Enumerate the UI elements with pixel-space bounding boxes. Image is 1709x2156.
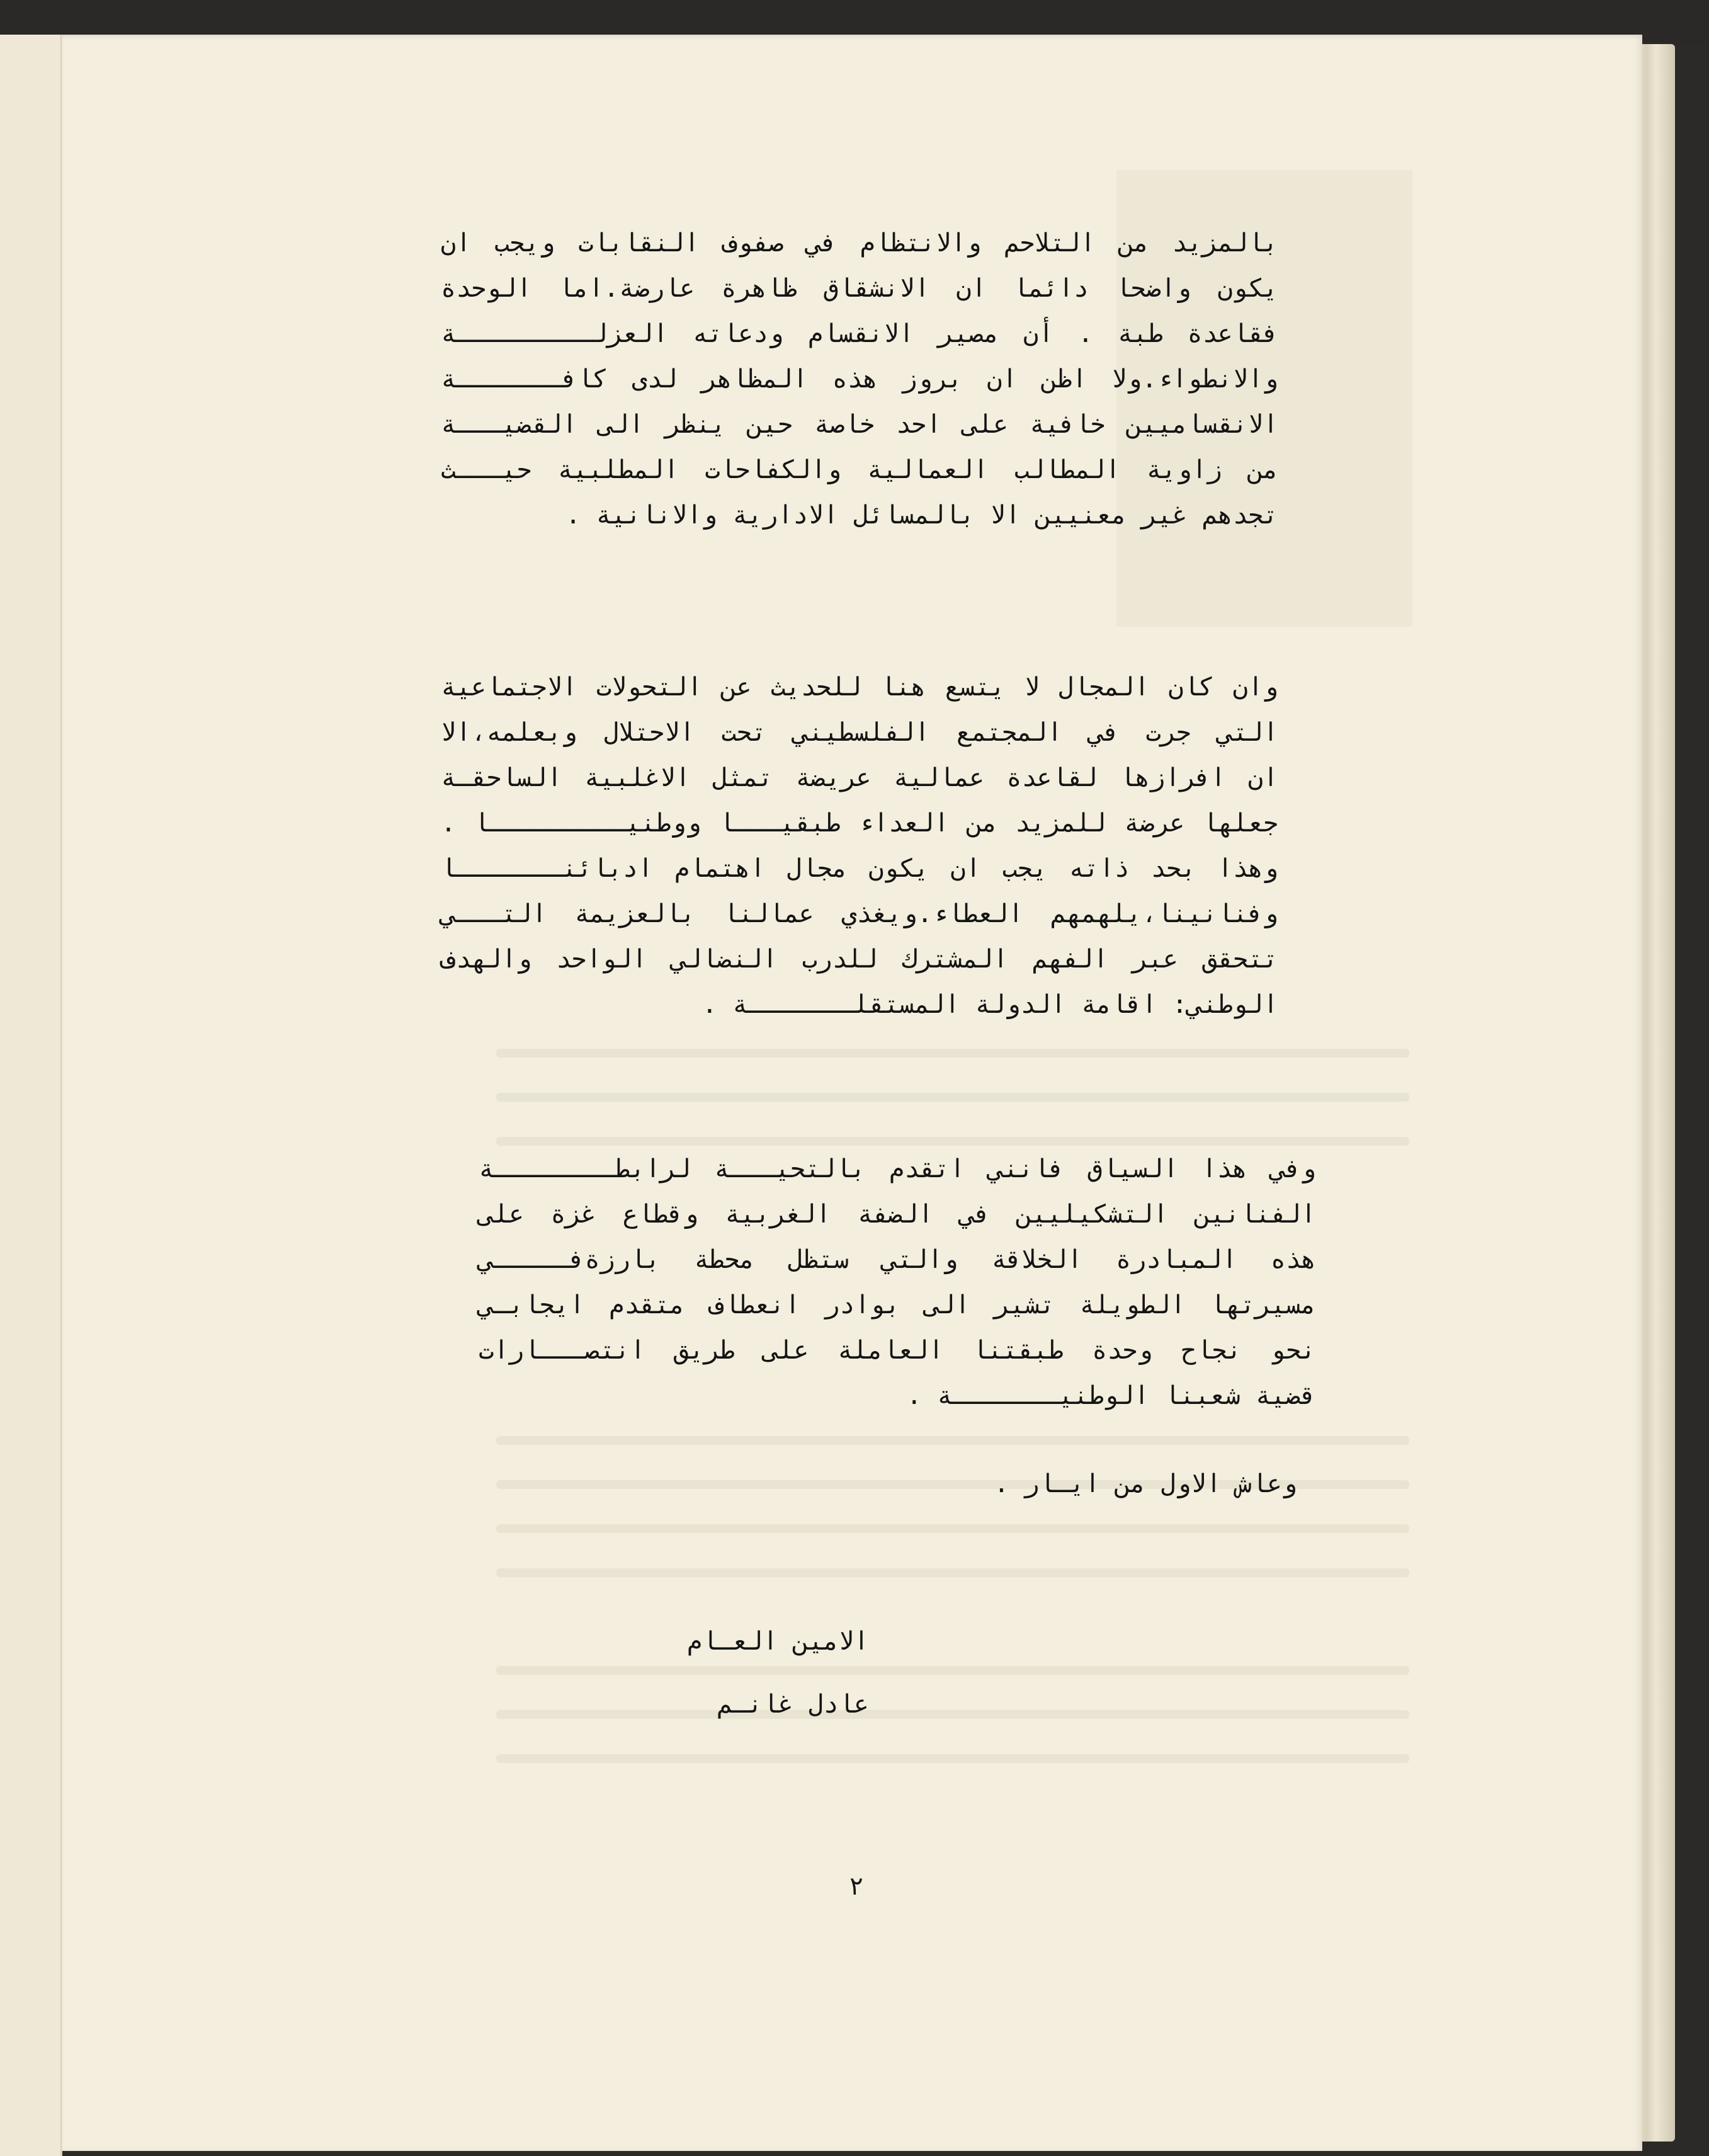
previous-page-edge (0, 35, 62, 2156)
text-line: ان افرازها لقاعدة عمالية عريضة تمثل الاغلبية الساحقـة (441, 763, 1278, 792)
signature-title: الامين العـام (687, 1627, 869, 1656)
bleed-through-line (496, 1049, 1409, 1058)
text-line: يكون واضحا دائما ان الانشقاق ظاهرة عارضة.اما الوحدة (441, 274, 1278, 303)
text-line: وعاش الاول من ايـار . (994, 1469, 1297, 1498)
paragraph-1 (441, 220, 1278, 538)
closing-line (856, 1461, 1297, 1507)
bleed-through-line (496, 1093, 1409, 1102)
paragraph-3 (479, 1146, 1316, 1418)
text-line: مسيرتها الطويلة تشير الى بوادر انعطاف متقدم ايجابـي (479, 1291, 1316, 1320)
text-line: تجدهم غير معنيين الا بالمسائل الادارية والانانية . (565, 501, 1278, 530)
text-line: الفنانين التشكيليين في الضفة الغربية وقطاع غزة على (479, 1200, 1316, 1229)
text-line: وفي هذا السياق فانني اتقدم بالتحيـــة لرابطــــــــة (479, 1155, 1316, 1184)
bleed-through-line (496, 1568, 1409, 1577)
text-line: وفنانينا،يلهمهم العطاء.ويغذي عمالنا بالعزيمة التـــي (441, 899, 1278, 928)
text-line: التي جرت في المجتمع الفلسطيني تحت الاحتلال وبعلمه،الا (441, 718, 1278, 747)
text-line: نحو نجاح وحدة طبقتنا العاملة على طريق انتصـــارات (479, 1336, 1316, 1365)
text-line: هذه المبادرة الخلاقة والتي ستظل محطة بارزةفـــــي (479, 1245, 1316, 1274)
text-line: وهذا بحد ذاته يجب ان يكون مجال اهتمام ادبائنـــــــا (441, 854, 1278, 883)
text-line: جعلها عرضة للمزيد من العداء طبقيـــا ووطنيـــــــــا . (441, 809, 1278, 838)
bleed-through-line (496, 1666, 1409, 1675)
text-line: وان كان المجال لا يتسع هنا للحديث عن التحولات الاجتماعية (441, 673, 1278, 702)
paragraph-2 (441, 664, 1278, 1027)
bleed-through-line (496, 1436, 1409, 1445)
signature-name: عادل غانـم (717, 1690, 869, 1719)
bleed-through-line (496, 1137, 1409, 1146)
page-number: ٢ (849, 1872, 863, 1901)
text-line: قضية شعبنا الوطنيـــــــة . (906, 1381, 1316, 1410)
bleed-through-line (496, 1524, 1409, 1533)
text-line: فقاعدة طبة . أن مصير الانقسام ودعاته العزلـــــــــة (441, 319, 1278, 348)
text-line: بالمزيد من التلاحم والانتظام في صفوف النقابات ويجب ان (441, 229, 1278, 258)
text-line: الوطني: اقامة الدولة المستقلـــــــة . (701, 990, 1278, 1019)
text-line: والانطواء.ولا اظن ان بروز هذه المظاهر لدى كافـــــــة (441, 365, 1278, 394)
text-line: من زاوية المطالب العمالية والكفاحات المطلبية حيـــث (441, 455, 1278, 484)
text-line: الانقساميين خافية على احد خاصة حين ينظر الى القضيـــة (441, 410, 1278, 439)
text-line: تتحقق عبر الفهم المشترك للدرب النضالي الواحد والهدف (441, 945, 1278, 974)
bleed-through-line (496, 1754, 1409, 1763)
